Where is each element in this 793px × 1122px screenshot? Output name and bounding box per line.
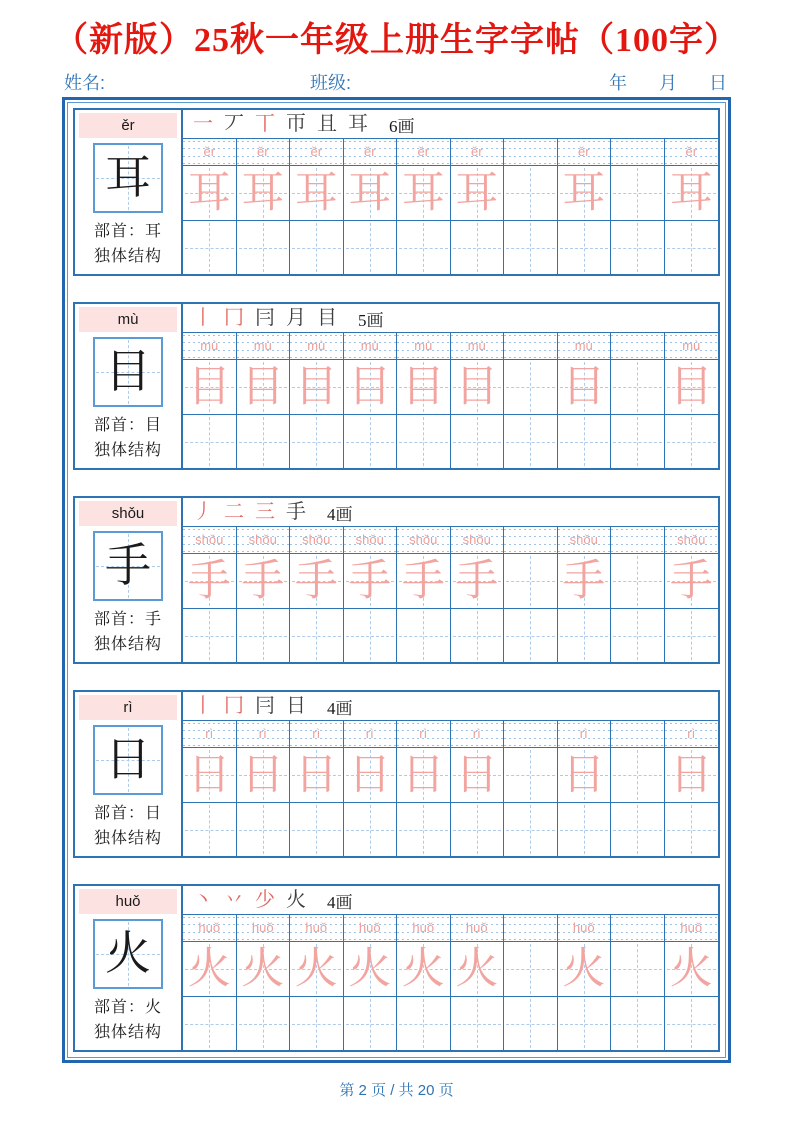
page-number: 第 2 页 / 共 20 页 [339,1082,454,1099]
pinyin-cell-9 [611,721,665,747]
radical-label: 部首：火 [93,999,162,1016]
character-box [93,531,163,601]
practice-cell-9 [611,803,665,856]
practice-cell-5 [397,415,451,468]
info-panel [75,498,183,662]
stroke-step-2: 冂 [224,307,244,329]
pinyin-cell-5: ěr [397,139,451,165]
character-section-手 [73,496,720,664]
practice-cell-7 [504,997,558,1050]
structure-label: 独体结构 [93,1024,162,1041]
pinyin-guide-row [183,721,718,748]
practice-cell-4 [344,609,398,662]
practice-cell-3 [290,221,344,274]
trace-cell-2 [237,942,291,996]
trace-cell-6 [451,942,505,996]
trace-character: 火 [294,945,338,993]
pinyin-cell-2: shǒu [237,527,291,553]
name-label: 姓名: [64,73,106,93]
practice-row [183,609,718,662]
pinyin-cell-1: mù [183,333,237,359]
trace-cell-3 [290,748,344,802]
pinyin-cell-5: shǒu [397,527,451,553]
character-box [93,337,163,407]
stroke-order-row [183,498,718,527]
trace-character: 手 [241,557,285,605]
trace-character: 目 [187,363,231,411]
pinyin-cell-9 [611,139,665,165]
structure-label: 独体结构 [93,248,162,265]
practice-cell-3 [290,803,344,856]
practice-cell-7 [504,803,558,856]
stroke-step-4: 月 [286,307,306,329]
stroke-step-1: 一 [193,113,213,135]
practice-row [183,997,718,1050]
practice-cell-9 [611,609,665,662]
trace-cell-8 [558,748,612,802]
practice-cell-10 [665,997,719,1050]
practice-cell-3 [290,415,344,468]
pinyin-cell-7 [504,915,558,941]
radical-label: 部首：手 [93,611,162,628]
practice-cell-8 [558,221,612,274]
trace-character: 耳 [455,169,499,217]
stroke-step-5: 目 [317,307,337,329]
stroke-count: 5画 [358,310,384,330]
trace-row [183,748,718,803]
trace-character: 手 [348,557,392,605]
page-title: （新版）25秋一年级上册生字字帖（100字） [54,22,739,59]
header-meta-row [62,69,731,97]
pinyin-cell-9 [611,527,665,553]
stroke-step-3: 冃 [255,307,275,329]
pinyin-label: rì [79,695,177,720]
pinyin-cell-2: ěr [237,139,291,165]
trace-character: 火 [562,945,606,993]
info-panel [75,110,183,274]
pinyin-cell-8: ěr [558,139,612,165]
practice-cell-3 [290,997,344,1050]
trace-cell-4 [344,748,398,802]
stroke-step-2: 冂 [224,695,244,717]
practice-cell-1 [183,415,237,468]
trace-character: 日 [241,751,285,799]
stroke-step-2: 丆 [224,113,244,135]
practice-cell-4 [344,997,398,1050]
stroke-order-row [183,304,718,333]
trace-cell-7 [504,942,558,996]
trace-character: 耳 [669,169,713,217]
pinyin-cell-7 [504,721,558,747]
practice-cell-10 [665,221,719,274]
class-label: 班级: [310,73,352,93]
practice-cell-6 [451,803,505,856]
trace-character: 日 [562,751,606,799]
stroke-step-5: 且 [317,113,337,135]
practice-area [183,692,718,856]
practice-cell-5 [397,803,451,856]
practice-cell-6 [451,609,505,662]
trace-cell-7 [504,748,558,802]
structure-label: 独体结构 [93,636,162,653]
radical-label: 部首：日 [93,805,162,822]
stroke-step-4: 火 [286,889,306,911]
trace-cell-4 [344,942,398,996]
practice-cell-10 [665,609,719,662]
practice-row [183,803,718,856]
practice-area [183,110,718,274]
trace-character: 耳 [187,169,231,217]
practice-cell-6 [451,415,505,468]
stroke-order-row [183,692,718,721]
pinyin-cell-1: shǒu [183,527,237,553]
character-section-火 [73,884,720,1052]
practice-cell-10 [665,803,719,856]
trace-cell-2 [237,554,291,608]
trace-character: 日 [401,751,445,799]
trace-row [183,166,718,221]
sections-container [67,102,726,1058]
pinyin-cell-8: huǒ [558,915,612,941]
pinyin-cell-10: ěr [665,139,719,165]
pinyin-cell-8: mù [558,333,612,359]
pinyin-cell-4: huǒ [344,915,398,941]
practice-cell-9 [611,997,665,1050]
practice-cell-5 [397,997,451,1050]
practice-area [183,886,718,1050]
pinyin-cell-7 [504,333,558,359]
pinyin-cell-2: huǒ [237,915,291,941]
trace-character: 目 [455,363,499,411]
practice-row [183,221,718,274]
pinyin-cell-3: mù [290,333,344,359]
stroke-order-row [183,110,718,139]
info-panel [75,886,183,1050]
trace-cell-9 [611,942,665,996]
trace-character: 日 [669,751,713,799]
trace-cell-5 [397,748,451,802]
trace-cell-9 [611,748,665,802]
pinyin-cell-5: mù [397,333,451,359]
pinyin-cell-3: huǒ [290,915,344,941]
practice-cell-8 [558,415,612,468]
character-box [93,725,163,795]
trace-character: 耳 [294,169,338,217]
trace-cell-2 [237,748,291,802]
pinyin-cell-6: huǒ [451,915,505,941]
trace-cell-8 [558,166,612,220]
pinyin-cell-10: shǒu [665,527,719,553]
trace-cell-5 [397,942,451,996]
practice-cell-6 [451,221,505,274]
stroke-step-2: 丷 [224,889,244,911]
trace-character: 日 [294,751,338,799]
practice-cell-2 [237,997,291,1050]
practice-cell-2 [237,221,291,274]
pinyin-cell-8: shǒu [558,527,612,553]
trace-character: 目 [241,363,285,411]
trace-cell-10 [665,554,719,608]
pinyin-label: huǒ [79,889,177,914]
trace-character: 目 [348,363,392,411]
trace-cell-9 [611,166,665,220]
practice-cell-1 [183,997,237,1050]
trace-character: 火 [401,945,445,993]
practice-cell-8 [558,609,612,662]
practice-cell-4 [344,803,398,856]
practice-cell-1 [183,221,237,274]
stroke-step-3: 丅 [255,113,275,135]
pinyin-cell-5: rì [397,721,451,747]
practice-cell-8 [558,803,612,856]
pinyin-cell-6: mù [451,333,505,359]
trace-cell-1 [183,748,237,802]
trace-cell-7 [504,360,558,414]
trace-cell-8 [558,942,612,996]
trace-cell-5 [397,554,451,608]
stroke-step-3: 冃 [255,695,275,717]
trace-cell-6 [451,748,505,802]
trace-cell-5 [397,360,451,414]
trace-character: 耳 [348,169,392,217]
trace-cell-3 [290,360,344,414]
month-label: 月 [659,73,677,93]
trace-character: 手 [562,557,606,605]
pinyin-cell-5: huǒ [397,915,451,941]
practice-cell-5 [397,609,451,662]
main-character: 手 [105,540,151,591]
pinyin-cell-1: ěr [183,139,237,165]
trace-character: 火 [669,945,713,993]
pinyin-guide-row [183,915,718,942]
pinyin-cell-6: ěr [451,139,505,165]
trace-character: 手 [669,557,713,605]
stroke-step-4: 日 [286,695,306,717]
stroke-order-row [183,886,718,915]
trace-character: 目 [294,363,338,411]
practice-cell-2 [237,609,291,662]
pinyin-cell-4: ěr [344,139,398,165]
practice-cell-1 [183,609,237,662]
stroke-step-1: 丶 [193,889,213,911]
trace-cell-2 [237,166,291,220]
trace-cell-6 [451,554,505,608]
trace-character: 手 [401,557,445,605]
pinyin-cell-1: rì [183,721,237,747]
pinyin-label: mù [79,307,177,332]
practice-cell-10 [665,415,719,468]
pinyin-guide-row [183,527,718,554]
practice-cell-8 [558,997,612,1050]
trace-character: 耳 [241,169,285,217]
stroke-count: 4画 [327,504,353,524]
trace-cell-4 [344,360,398,414]
practice-cell-5 [397,221,451,274]
practice-cell-7 [504,221,558,274]
trace-character: 日 [455,751,499,799]
pinyin-cell-3: ěr [290,139,344,165]
structure-label: 独体结构 [93,830,162,847]
pinyin-cell-2: mù [237,333,291,359]
trace-cell-6 [451,166,505,220]
stroke-count: 4画 [327,698,353,718]
character-section-日 [73,690,720,858]
pinyin-cell-7 [504,527,558,553]
pinyin-cell-3: shǒu [290,527,344,553]
character-box [93,919,163,989]
pinyin-cell-4: mù [344,333,398,359]
trace-character: 目 [669,363,713,411]
pinyin-cell-9 [611,333,665,359]
trace-cell-2 [237,360,291,414]
trace-cell-6 [451,360,505,414]
pinyin-label: shǒu [79,501,177,526]
radical-label: 部首：耳 [93,223,162,240]
trace-cell-8 [558,554,612,608]
stroke-count: 6画 [389,116,415,136]
stroke-step-4: 帀 [286,113,306,135]
trace-character: 手 [455,557,499,605]
main-character: 日 [105,734,151,785]
trace-cell-5 [397,166,451,220]
trace-character: 耳 [562,169,606,217]
character-box [93,143,163,213]
pinyin-cell-9 [611,915,665,941]
structure-label: 独体结构 [93,442,162,459]
pinyin-cell-7 [504,139,558,165]
practice-cell-6 [451,997,505,1050]
practice-cell-1 [183,803,237,856]
practice-cell-4 [344,415,398,468]
practice-cell-2 [237,803,291,856]
trace-character: 火 [241,945,285,993]
main-character: 耳 [105,152,151,203]
year-label: 年 [609,73,627,93]
trace-character: 目 [562,363,606,411]
trace-character: 火 [455,945,499,993]
trace-character: 手 [294,557,338,605]
trace-character: 火 [187,945,231,993]
practice-row [183,415,718,468]
trace-character: 日 [348,751,392,799]
pinyin-cell-10: mù [665,333,719,359]
stroke-step-6: 耳 [348,113,368,135]
practice-cell-9 [611,415,665,468]
radical-label: 部首：目 [93,417,162,434]
practice-area [183,304,718,468]
stroke-step-3: 少 [255,889,275,911]
pinyin-cell-4: rì [344,721,398,747]
trace-cell-7 [504,166,558,220]
practice-cell-7 [504,415,558,468]
pinyin-cell-3: rì [290,721,344,747]
trace-character: 目 [401,363,445,411]
practice-cell-7 [504,609,558,662]
stroke-step-1: 丨 [193,307,213,329]
trace-character: 耳 [401,169,445,217]
practice-cell-3 [290,609,344,662]
trace-cell-7 [504,554,558,608]
trace-cell-10 [665,748,719,802]
practice-area [183,498,718,662]
pinyin-cell-4: shǒu [344,527,398,553]
main-character: 目 [105,346,151,397]
pinyin-guide-row [183,333,718,360]
trace-cell-8 [558,360,612,414]
trace-row [183,942,718,997]
stroke-step-1: 丿 [193,501,213,523]
trace-cell-9 [611,360,665,414]
pinyin-cell-8: rì [558,721,612,747]
pinyin-cell-10: rì [665,721,719,747]
trace-cell-3 [290,942,344,996]
trace-cell-1 [183,554,237,608]
day-label: 日 [709,73,727,93]
trace-cell-1 [183,166,237,220]
pinyin-cell-2: rì [237,721,291,747]
trace-cell-10 [665,360,719,414]
trace-cell-4 [344,166,398,220]
practice-cell-9 [611,221,665,274]
main-character: 火 [105,928,151,979]
pinyin-guide-row [183,139,718,166]
trace-cell-9 [611,554,665,608]
stroke-step-1: 丨 [193,695,213,717]
trace-row [183,554,718,609]
trace-cell-4 [344,554,398,608]
stroke-step-4: 手 [286,501,306,523]
trace-cell-3 [290,166,344,220]
info-panel [75,304,183,468]
stroke-step-2: 二 [224,501,244,523]
trace-character: 日 [187,751,231,799]
stroke-count: 4画 [327,892,353,912]
stroke-step-3: 三 [255,501,275,523]
worksheet-frame [62,97,731,1063]
pinyin-cell-10: huǒ [665,915,719,941]
trace-character: 手 [187,557,231,605]
practice-cell-4 [344,221,398,274]
trace-cell-10 [665,942,719,996]
trace-character: 火 [348,945,392,993]
trace-cell-1 [183,942,237,996]
trace-cell-10 [665,166,719,220]
pinyin-cell-6: shǒu [451,527,505,553]
pinyin-cell-1: huǒ [183,915,237,941]
info-panel [75,692,183,856]
trace-row [183,360,718,415]
trace-cell-3 [290,554,344,608]
date-labels [609,69,727,95]
character-section-目 [73,302,720,470]
pinyin-label: ěr [79,113,177,138]
pinyin-cell-6: rì [451,721,505,747]
character-section-耳 [73,108,720,276]
trace-cell-1 [183,360,237,414]
practice-cell-2 [237,415,291,468]
